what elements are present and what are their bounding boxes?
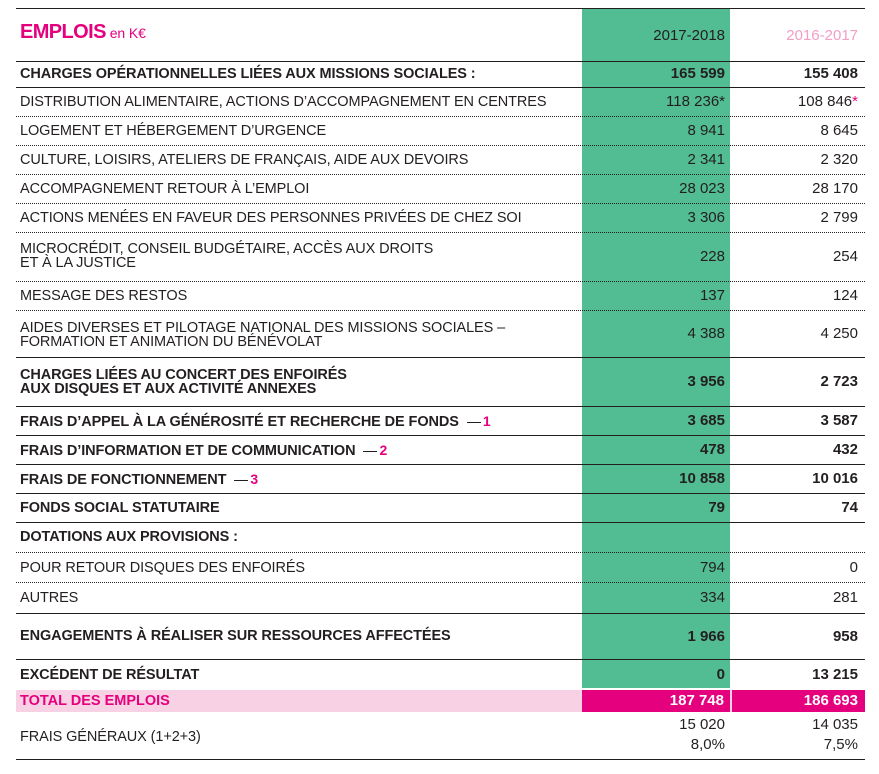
row-label: DOTATIONS AUX PROVISIONS : [20,529,238,545]
table-row [16,117,865,146]
footer-percent-2017-2018: 8,0% [690,736,725,753]
column-header-2016-2017: 2016-2017 [786,27,858,44]
row-value-2017-2018: 118 236* [666,93,725,110]
table-row [16,436,865,465]
table-row [16,204,865,233]
table-row [16,358,865,407]
table-row [16,523,865,553]
row-label: ACTIONS MENÉES EN FAVEUR DES PERSONNES PRIVÉES DE CHEZ SOI [20,210,522,226]
table-row [16,583,865,614]
row-label [20,443,580,458]
row-label-line1: CHARGES LIÉES AU CONCERT DES ENFOIRÉS [20,367,347,383]
table-row [16,660,865,690]
row-value-2016-2017: 254 [832,248,858,265]
row-value-2016-2017: 2 723 [820,373,858,390]
value-text: 108 846 [797,93,853,110]
table-row [16,407,865,436]
row-label: LOGEMENT ET HÉBERGEMENT D’URGENCE [20,123,327,139]
row-value-2016-2017: 281 [832,589,858,606]
row-value-2016-2017: 74 [841,499,858,516]
row-label [20,414,580,429]
total-value-2017-2018: 187 748 [582,690,730,712]
table-row [16,62,865,88]
row-label: ENGAGEMENTS À RÉALISER SUR RESSOURCES AFFECTÉES [20,628,451,644]
row-value-2017-2018: 165 599 [670,65,725,82]
row-value-2017-2018: 4 388 [687,325,725,342]
row-label-line1: AIDES DIVERSES ET PILOTAGE NATIONAL DES MISSIONS SOCIALES – [20,320,506,336]
row-value-2017-2018: 3 956 [687,373,725,390]
reference-number: 1 [482,413,491,429]
row-value-2017-2018: 0 [716,666,725,683]
row-label-text: FRAIS DE FONCTIONNEMENT [20,472,227,488]
row-value-2017-2018: 334 [699,589,725,606]
row-value-2016-2017: 3 587 [820,412,858,429]
row-label-text: FRAIS D’APPEL À LA GÉNÉROSITÉ ET RECHERCHE DE FONDS [20,414,459,430]
row-label-line2: ET À LA JUSTICE [20,255,136,271]
row-label-line2: AUX DISQUES ET AUX ACTIVITÉ ANNEXES [20,381,317,397]
table-row [16,282,865,311]
row-value-2016-2017 [738,94,858,110]
row-label: POUR RETOUR DISQUES DES ENFOIRÉS [20,560,305,576]
reference-line [467,422,481,423]
row-value-2017-2018: 3 685 [687,412,725,429]
row-label: AUTRES [20,590,79,606]
row-value-2016-2017: 432 [832,441,858,458]
row-label [20,321,580,349]
reference-line [234,480,248,481]
row-value-2016-2017: 10 016 [812,470,858,487]
row-label-line2: FORMATION ET ANIMATION DU BÉNÉVOLAT [20,334,323,350]
row-label: DISTRIBUTION ALIMENTAIRE, ACTIONS D’ACCOMPAGNEMENT EN CENTRES [20,94,547,110]
table-row [16,146,865,175]
row-label: CHARGES OPÉRATIONNELLES LIÉES AUX MISSIONS SOCIALES : [20,66,476,82]
row-label-line1: MICROCRÉDIT, CONSEIL BUDGÉTAIRE, ACCÈS AUX DROITS [20,241,434,257]
row-label [20,242,580,270]
footer-amount-2017-2018: 15 020 [679,716,725,733]
row-label: FONDS SOCIAL STATUTAIRE [20,500,220,516]
header-row [16,8,865,62]
row-value-2016-2017: 2 320 [820,151,858,168]
table-row [16,614,865,660]
row-value-2016-2017: 0 [849,559,858,576]
row-label: MESSAGE DES RESTOS [20,288,188,304]
row-value-2017-2018: 478 [699,441,725,458]
row-value-2016-2017: 958 [832,628,858,645]
footer-label: FRAIS GÉNÉRAUX (1+2+3) [20,729,201,745]
row-value-2017-2018: 79 [708,499,725,516]
table-row [16,88,865,117]
row-value-2017-2018: 137 [699,287,725,304]
row-value-2016-2017: 8 645 [820,122,858,139]
footnote-mark: * [852,93,858,110]
table-row [16,494,865,523]
table-row [16,311,865,358]
row-value-2016-2017: 2 799 [820,209,858,226]
reference-number: 2 [379,442,388,458]
row-value-2016-2017: 155 408 [803,65,858,82]
row-label-text: FRAIS D’INFORMATION ET DE COMMUNICATION [20,443,356,459]
row-label [20,472,580,487]
column-header-2017-2018: 2017-2018 [653,27,725,44]
row-label: EXCÉDENT DE RÉSULTAT [20,667,200,683]
row-value-2017-2018: 1 966 [687,628,725,645]
table-row [16,175,865,204]
total-label: TOTAL DES EMPLOIS [20,693,170,709]
row-value-2017-2018: 10 858 [679,470,725,487]
row-value-2016-2017: 13 215 [812,666,858,683]
row-value-2016-2017: 124 [832,287,858,304]
row-value-2017-2018: 228 [699,248,725,265]
footer-row [16,712,865,760]
row-label: CULTURE, LOISIRS, ATELIERS DE FRANÇAIS, AIDE AUX DEVOIRS [20,152,469,168]
table-title [20,21,580,43]
row-value-2017-2018: 794 [699,559,725,576]
title-unit: en K€ [109,25,146,41]
row-label [20,368,580,396]
footer-percent-2016-2017: 7,5% [823,736,858,753]
table-row [16,553,865,583]
row-value-2016-2017: 4 250 [820,325,858,342]
row-value-2017-2018: 3 306 [687,209,725,226]
row-label: ACCOMPAGNEMENT RETOUR À L’EMPLOI [20,181,310,197]
row-value-2016-2017: 28 170 [812,180,858,197]
table-row [16,465,865,494]
table-row [16,233,865,282]
title-text: EMPLOIS [20,21,106,43]
row-value-2017-2018: 8 941 [687,122,725,139]
total-value-2016-2017: 186 693 [732,690,865,712]
row-value-2017-2018: 28 023 [679,180,725,197]
reference-number: 3 [250,471,259,487]
footer-amount-2016-2017: 14 035 [812,716,858,733]
reference-line [363,451,377,452]
row-value-2017-2018: 2 341 [687,151,725,168]
